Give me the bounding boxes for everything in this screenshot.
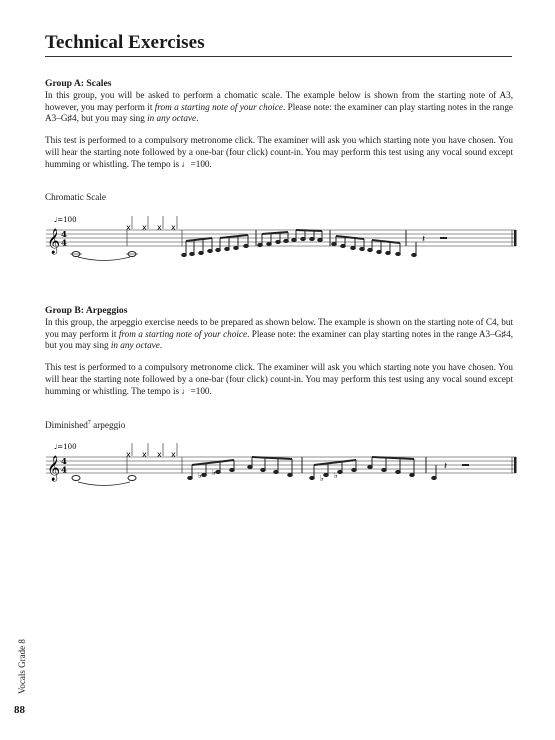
quarter-note bbox=[412, 242, 417, 257]
time-sig-top: 4 bbox=[61, 457, 67, 467]
beam-group bbox=[188, 460, 235, 480]
side-label bbox=[0, 600, 27, 700]
treble-clef: 𝄞 bbox=[47, 456, 61, 481]
beam-group bbox=[248, 457, 293, 477]
tie bbox=[78, 482, 130, 486]
half-rest bbox=[440, 237, 447, 239]
group-b-text-2: . Please note: the examiner can play starting notes in the range A3–G♯4, but you may sing bbox=[45, 328, 514, 351]
time-sig-top: 4 bbox=[61, 230, 67, 240]
group-b-emph-2: in any octave bbox=[110, 340, 160, 351]
beam-group bbox=[310, 460, 357, 480]
svg-text:x: x bbox=[142, 223, 147, 232]
group-a-tempo: ♩=100 bbox=[181, 158, 210, 169]
page-number: 88 bbox=[14, 704, 25, 716]
beam-group bbox=[182, 238, 213, 257]
staff-a-tempo: ♩=100 bbox=[54, 216, 77, 224]
treble-clef: 𝄞 bbox=[47, 229, 61, 254]
arpeggio-caption-text-2: arpeggio bbox=[90, 420, 126, 431]
group-b-text-4: . bbox=[209, 385, 212, 396]
time-sig-bottom: 4 bbox=[61, 238, 67, 249]
svg-text:♭: ♭ bbox=[198, 471, 202, 480]
group-a-text-4: . bbox=[209, 158, 212, 169]
half-rest bbox=[462, 464, 469, 466]
group-b-text-3: . bbox=[159, 340, 163, 351]
chromatic-scale-staff bbox=[44, 208, 519, 268]
arpeggio-caption-sup: 7 bbox=[87, 420, 91, 426]
group-b-tempo: ♩=100 bbox=[181, 385, 210, 396]
group-b-heading: Group B: Arpeggios bbox=[45, 305, 128, 316]
whole-note bbox=[128, 476, 136, 481]
svg-text:x: x bbox=[171, 450, 176, 459]
svg-text:x: x bbox=[126, 223, 131, 232]
group-a-section bbox=[45, 78, 513, 181]
group-b-section bbox=[45, 305, 513, 408]
count-in-marks bbox=[126, 443, 177, 459]
group-a-metronome-text: This test is performed to a compulsory metronome click. The examiner will ask you which starting note you have chosen. You will hear the starting note followed by a one-bar (four click) count-in. You may perform this test using any vocal sound except humming or whistling. The tempo is bbox=[45, 135, 513, 169]
beam-group bbox=[368, 240, 401, 256]
time-sig-bottom: 4 bbox=[61, 465, 67, 476]
staff-b-tempo: ♩=100 bbox=[54, 443, 77, 451]
page-title: Technical Exercises bbox=[45, 32, 205, 53]
quarter-rest: 𝄽 bbox=[422, 234, 426, 245]
group-a-emph-2: in any octave bbox=[147, 113, 197, 124]
arpeggio-caption bbox=[45, 420, 125, 430]
beam-group bbox=[292, 230, 323, 242]
group-b-metronome-text: This test is performed to a compulsory metronome click. The examiner will ask you which starting note you have chosen. You will hear the starting note followed by a one-bar (four click) count-in. You may perform this test using any vocal sound except humming or whistling. The tempo is bbox=[45, 362, 513, 396]
svg-text:x: x bbox=[157, 450, 162, 459]
count-in-marks bbox=[126, 216, 177, 232]
quarter-rest: 𝄽 bbox=[444, 461, 448, 472]
group-a-heading: Group A: Scales bbox=[45, 78, 112, 89]
final-barline bbox=[514, 230, 517, 246]
quarter-note bbox=[432, 465, 437, 480]
side-label-text: Vocals Grade 8 bbox=[17, 639, 27, 694]
svg-text:x: x bbox=[142, 450, 147, 459]
svg-text:x: x bbox=[126, 450, 131, 459]
final-barline bbox=[514, 457, 517, 473]
chromatic-caption: Chromatic Scale bbox=[45, 192, 106, 202]
group-a-emph-1: from a starting note of your choice bbox=[154, 101, 283, 112]
group-a-text-2: . Please note: the examiner can play starting notes in the range A3–G♯4, but you may sing bbox=[45, 101, 513, 124]
arpeggio-eighth-notes bbox=[188, 457, 437, 480]
tie bbox=[78, 257, 130, 261]
beam-group bbox=[216, 235, 249, 252]
whole-note bbox=[72, 476, 80, 481]
beam-group bbox=[368, 457, 415, 477]
group-a-text-3: . bbox=[196, 113, 199, 124]
arpeggio-staff bbox=[44, 435, 519, 495]
group-b-emph-1: from a starting note of your choice bbox=[118, 328, 248, 339]
svg-text:♭: ♭ bbox=[334, 471, 338, 480]
group-a-text: In this group, you will be asked to perform a chomatic scale. The example below is shown from the starting note of A3, however, you may perform it bbox=[45, 89, 513, 112]
svg-text:♭: ♭ bbox=[212, 468, 216, 477]
title-rule bbox=[45, 56, 512, 57]
svg-text:x: x bbox=[171, 223, 176, 232]
group-b-text: In this group, the arpeggio exercise needs to be prepared as shown below. The example is shown on the starting note of C4, but you may perform it bbox=[45, 316, 513, 339]
svg-text:x: x bbox=[157, 223, 162, 232]
svg-text:♭: ♭ bbox=[320, 474, 324, 483]
arpeggio-caption-text: Diminished bbox=[45, 420, 88, 431]
